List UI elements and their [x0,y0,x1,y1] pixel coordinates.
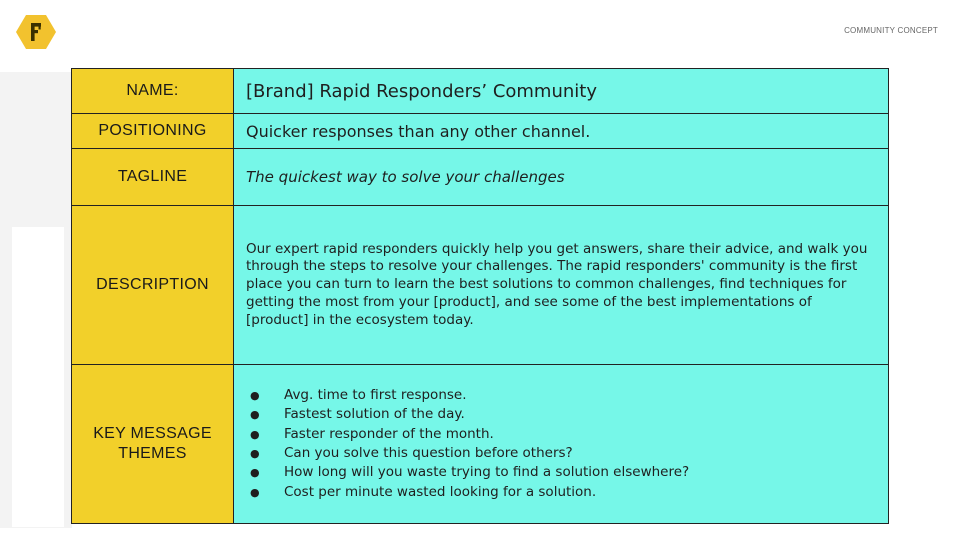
list-item: ● How long will you waste trying to find a solution elsewhere? [250,463,876,482]
value-description: Our expert rapid responders quickly help you get answers, share their advice, and walk you through the steps to resolve your challenges. The rapid responders' community is the first place you can turn to learn the best solutions to common challenges, find techniques for getting the most from your [product], and see some of the best implementations of [product] in the ecosystem today. [234,206,889,365]
community-concept-table [71,68,889,524]
side-card [12,227,64,527]
label-name: NAME: [72,69,234,114]
list-item: ● Can you solve this question before others? [250,444,876,463]
label-tagline: TAGLINE [72,149,234,206]
table-row-themes [72,365,889,524]
value-tagline: The quickest way to solve your challenges [234,149,889,206]
table-row-name [72,69,889,114]
label-themes [72,365,234,524]
brand-logo-icon [16,14,56,50]
side-panel [0,72,72,528]
table-row-positioning [72,114,889,149]
table-row-tagline [72,149,889,206]
value-positioning: Quicker responses than any other channel. [234,114,889,149]
label-positioning: POSITIONING [72,114,234,149]
themes-list [246,386,876,502]
list-item: ● Avg. time to first response. [250,386,876,405]
value-themes [234,365,889,524]
list-item: ● Cost per minute wasted looking for a solution. [250,483,876,502]
label-themes-line1: KEY MESSAGE [93,425,212,442]
list-item: ● Fastest solution of the day. [250,405,876,424]
list-item: ● Faster responder of the month. [250,425,876,444]
label-themes-line2: THEMES [118,445,187,462]
value-name: [Brand] Rapid Responders’ Community [234,69,889,114]
table-row-description [72,206,889,365]
label-description: DESCRIPTION [72,206,234,365]
section-label: COMMUNITY CONCEPT [844,26,938,35]
